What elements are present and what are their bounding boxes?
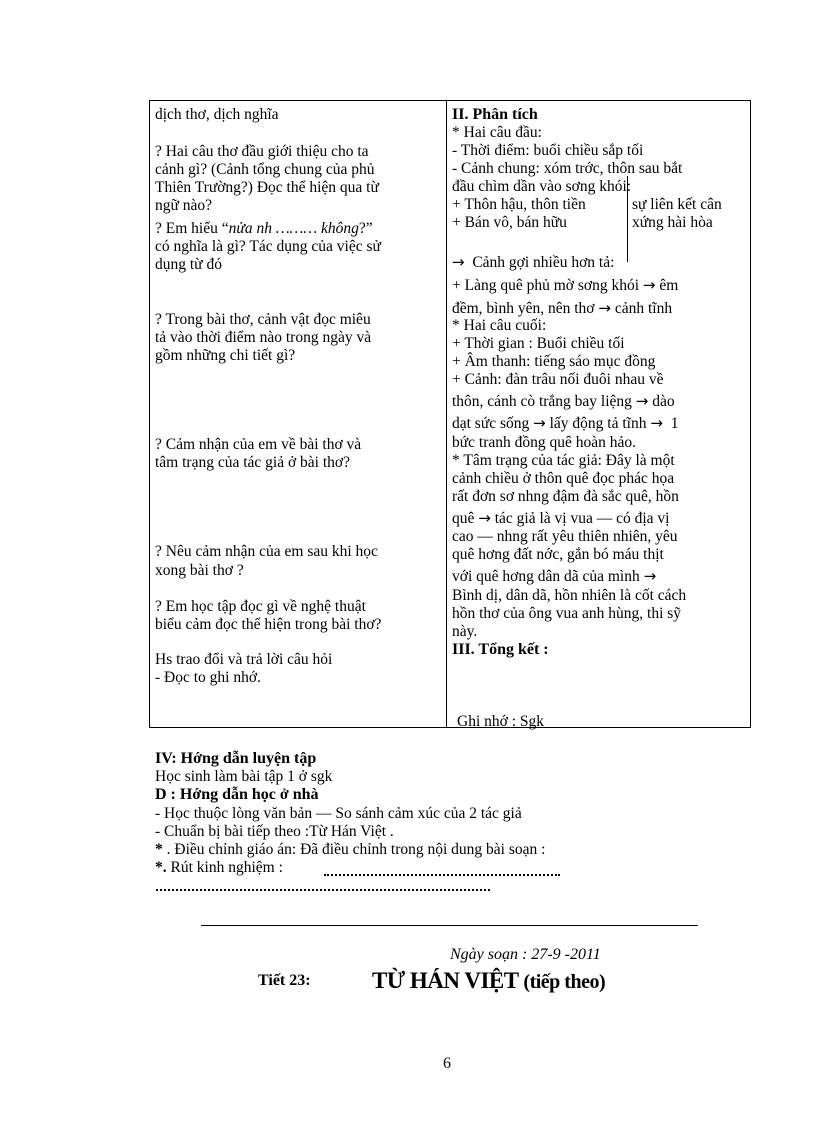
analysis-text: + Thời gian : Buổi chiều tối: [452, 335, 625, 352]
analysis-text: + Âm thanh: tiếng sáo mục đồng: [452, 353, 656, 370]
question-text: tâm trạng của tác giả ở bài thơ?: [155, 454, 350, 471]
instruction-text: *. Rút kinh nghiệm :: [155, 859, 283, 876]
question-text: ? Em hiểu “nửa nh ……… không?”: [155, 220, 373, 237]
arrow-icon: →: [643, 567, 657, 585]
analysis-text: * Hai câu đầu:: [452, 124, 542, 141]
analysis-text: xứng hài hòa: [632, 214, 713, 231]
question-text: ? Cảm nhận của em về bài thơ và: [155, 436, 362, 453]
section-heading: II. Phân tích: [452, 106, 538, 123]
question-text: ngữ nào?: [155, 197, 213, 214]
analysis-text: - Thời điểm: buổi chiều sắp tối: [452, 142, 644, 159]
arrow-icon: →: [635, 392, 649, 410]
analysis-text: * Tâm trạng của tác giả: Đây là một: [452, 452, 675, 469]
left-text: dịch thơ, dịch nghĩa: [155, 106, 279, 123]
instruction-text: * . Điều chỉnh giáo án: Đã điều chỉnh trong nội dung bài soạn :: [155, 841, 546, 858]
question-text: - Đọc to ghi nhớ.: [155, 669, 261, 686]
arrow-icon: →: [533, 414, 546, 432]
arrow-icon: →: [598, 299, 611, 317]
question-text: dụng từ đó: [155, 256, 222, 273]
instruction-text: - Học thuộc lòng văn bản — So sánh cảm xúc của 2 tác giả: [155, 805, 522, 822]
analysis-text: rất đơn sơ nhng đậm đà sắc quê, hồn: [452, 488, 679, 505]
instruction-text: - Chuẩn bị bài tiếp theo :Từ Hán Việt .: [155, 823, 394, 840]
analysis-text: hồn thơ của ông vua anh hùng, thi sỹ: [452, 605, 682, 622]
question-text: tả vào thời điểm nào trong ngày và: [155, 329, 372, 346]
question-text: ? Em học tập đọc gì về nghệ thuật: [155, 598, 366, 615]
analysis-text: với quê hơng dân dã của mình →: [452, 567, 657, 585]
arrow-icon: →: [642, 276, 656, 294]
lesson-date: Ngày soạn : 27-9 -2011: [450, 946, 601, 963]
column-divider: [446, 100, 447, 728]
analysis-text: * Hai câu cuối:: [452, 317, 547, 334]
arrow-icon: →: [650, 414, 663, 432]
horizontal-rule: [201, 925, 698, 926]
dotted-line: [324, 874, 560, 876]
arrow-icon: →: [452, 253, 465, 271]
question-text: ? Trong bài thơ, cảnh vật đọc miêu: [155, 311, 371, 328]
analysis-text: + Cảnh: đàn trâu nối đuôi nhau về: [452, 371, 664, 388]
arrow-icon: →: [478, 509, 491, 527]
analysis-text: thôn, cánh cò trắng bay liệng → dào: [452, 392, 675, 410]
analysis-text: - Cảnh chung: xóm trớc, thôn sau bắt: [452, 160, 683, 177]
lesson-period: Tiết 23:: [258, 972, 311, 989]
question-text: gồm những chi tiết gì?: [155, 347, 296, 364]
analysis-text: quê → tác giả là vị vua — có địa vị: [452, 509, 670, 527]
analysis-text: cảnh chiều ở thôn quê đọc phác họa: [452, 470, 675, 487]
question-text: ? Nêu cảm nhận của em sau khi học: [155, 543, 378, 560]
section-heading: IV: Hớng dẫn luyện tập: [155, 750, 317, 767]
page-number: 6: [443, 1055, 451, 1072]
section-heading: D : Hớng dẫn học ở nhà: [155, 786, 319, 803]
question-text: có nghĩa là gì? Tác dụng của việc sử: [155, 238, 381, 255]
analysis-text: quê hơng đất nớc, gắn bó máu thịt: [452, 546, 664, 563]
instruction-text: Học sinh làm bài tập 1 ở sgk: [155, 768, 333, 785]
question-text: cảnh gì? (Cảnh tổng chung của phủ: [155, 161, 375, 178]
lesson-title: TỪ HÁN VIỆT (tiếp theo): [372, 968, 606, 993]
analysis-text: này.: [452, 623, 478, 640]
analysis-text: sự liên kết cân: [632, 196, 722, 213]
analysis-text: + Thôn hậu, thôn tiền: [452, 196, 586, 213]
analysis-text: đầu chìm dần vào sơng khói:: [452, 178, 632, 195]
question-text: xong bài thơ ?: [155, 562, 244, 579]
question-text: biểu cảm đọc thể hiện trong bài thơ?: [155, 616, 382, 633]
analysis-text: Bình dị, dân dã, hồn nhiên là cốt cách: [452, 587, 687, 604]
analysis-text: đềm, bình yên, nên thơ → cảnh tĩnh: [452, 299, 673, 317]
analysis-text: dạt sức sống → lấy động tả tĩnh → 1: [452, 414, 679, 432]
analysis-text: → Cảnh gợi nhiều hơn tả:: [452, 253, 615, 271]
question-text: Hs trao đổi và trả lời câu hỏi: [155, 651, 333, 668]
analysis-text: Ghi nhớ : Sgk: [457, 713, 544, 730]
question-text: ? Hai câu thơ đầu giới thiệu cho ta: [155, 143, 369, 160]
analysis-text: bức tranh đồng quê hoàn hảo.: [452, 434, 637, 451]
question-text: Thiên Trường?) Đọc thể hiện qua từ: [155, 179, 379, 196]
analysis-text: + Làng quê phủ mờ sơng khói → êm: [452, 276, 679, 294]
analysis-text: cao — nhng rất yêu thiên nhiên, yêu: [452, 528, 678, 545]
analysis-text: + Bán vô, bán hữu: [452, 214, 567, 231]
section-heading: III. Tổng kết :: [452, 641, 549, 658]
dotted-line: [156, 889, 490, 891]
